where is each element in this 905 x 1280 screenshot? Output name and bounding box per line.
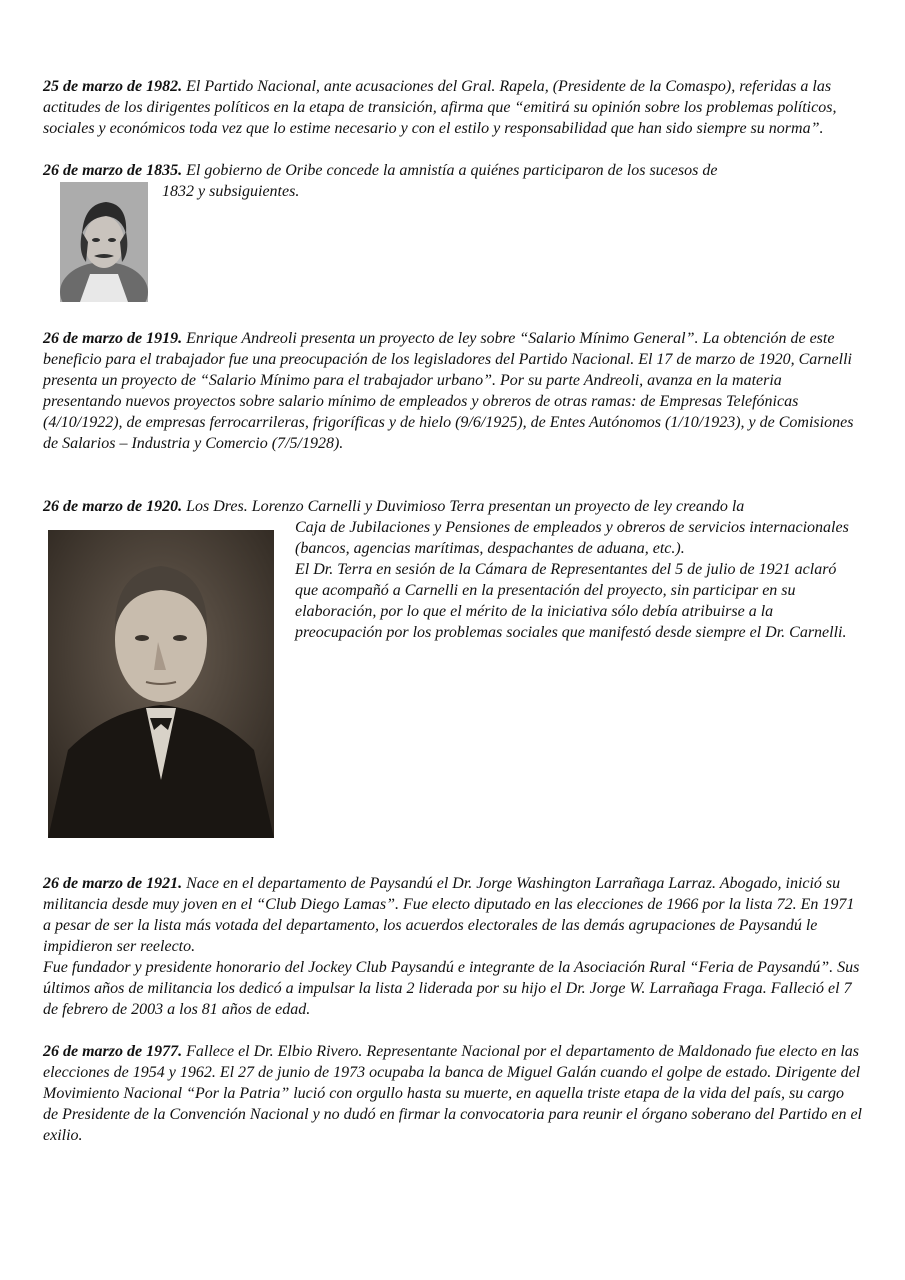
entry-date: 26 de marzo de 1977.: [43, 1043, 183, 1060]
entry-date: 26 de marzo de 1921.: [43, 875, 183, 892]
entry-date: 26 de marzo de 1835.: [43, 162, 183, 179]
entry-1835-continuation: [162, 181, 862, 202]
entry-text: Nace en el departamento de Paysandú el Dr. Jorge Washington Larrañaga Larraz. Abogado, inició su militancia desde muy joven en el “Club Diego Lamas”. Fue electo diputado en las elecciones de 1966 por la lista 72. En 1971 a pesar de ser la lista más votada del departamento, los acuerdos electorales de las demás agrupaciones de Paysandú le impidieron ser reelecto.: [43, 875, 855, 955]
portrait-oribe: [60, 182, 148, 302]
entry-text: Los Dres. Lorenzo Carnelli y Duvimioso Terra presentan un proyecto de ley creando la: [182, 498, 745, 515]
entry-text: Enrique Andreoli presenta un proyecto de ley sobre “Salario Mínimo General”. La obtención de este beneficio para el trabajador fue una preocupación de los legisladores del Partido Nacional. El 17 de marzo de 1920, Carnelli presenta un proyecto de “Salario Mínimo para el trabajador urbano”. Por su parte Andreoli, avanza en la materia presentando nuevos proyectos sobre salario mínimo de empleados y obreros de otras ramas: de Empresas Telefónicas (4/10/1922), de empresas ferrocarrileras, frigoríficas y de hielo (9/6/1925), de Entes Autónomos (1/10/1923), y de Comisiones de Salarios – Industria y Comercio (7/5/1928).: [43, 330, 854, 452]
entry-text: Caja de Jubilaciones y Pensiones de empleados y obreros de servicios internacionales (bancos, agencias marítimas, despachantes de aduana, etc.).: [295, 519, 849, 557]
entry-text: El Partido Nacional, ante acusaciones del Gral. Rapela, (Presidente de la Comaspo), referidas a las actitudes de los dirigentes políticos en la etapa de transición, afirma que “emitirá su opinión sobre los problemas políticos, sociales y económicos toda vez que lo estime necesario y con el estilo y responsabilidad que han sido siempre su norma”.: [43, 78, 837, 137]
entry-text: Fue fundador y presidente honorario del Jockey Club Paysandú e integrante de la Asociación Rural “Feria de Paysandú”. Sus últimos años de militancia los dedicó a impulsar la lista 2 liderada por su hijo el Dr. Jorge W. Larrañaga Fraga. Falleció el 7 de febrero de 2003 a los 81 años de edad.: [43, 959, 860, 1018]
entry-date: 26 de marzo de 1919.: [43, 330, 183, 347]
entry-text: 1832 y subsiguientes.: [162, 183, 300, 200]
entry-1920-continuation: [295, 517, 855, 643]
entry-1982: [43, 76, 863, 139]
entry-1977: [43, 1041, 863, 1146]
entry-text: Fallece el Dr. Elbio Rivero. Representante Nacional por el departamento de Maldonado fue electo en las elecciones de 1954 y 1962. El 27 de junio de 1973 ocupaba la banca de Miguel Galán cuando el golpe de estado. Dirigente del Movimiento Nacional “Por la Patria” lució con orgullo hasta su muerte, en aquella triste etapa de la vida del país, su cargo de Presidente de la Convención Nacional y no dudó en firmar la convocatoria para reunir el órgano soberano del Partido en el exilio.: [43, 1043, 862, 1144]
entry-1919: [43, 328, 863, 454]
portrait-carnelli: [48, 530, 274, 838]
entry-date: 25 de marzo de 1982.: [43, 78, 183, 95]
entry-date: 26 de marzo de 1920.: [43, 498, 183, 515]
entry-1835: [43, 160, 863, 181]
entry-text: El Dr. Terra en sesión de la Cámara de Representantes del 5 de julio de 1921 aclaró que acompañó a Carnelli en la presentación del proyecto, sin participar en su elaboración, por lo que el mérito de la iniciativa sólo debía atribuirse a la preocupación por los problemas sociales que manifestó desde siempre el Dr. Carnelli.: [295, 561, 847, 641]
entry-1920: [43, 496, 863, 517]
entry-text: El gobierno de Oribe concede la amnistía a quiénes participaron de los sucesos de: [182, 162, 718, 179]
entry-1921: [43, 873, 863, 1020]
